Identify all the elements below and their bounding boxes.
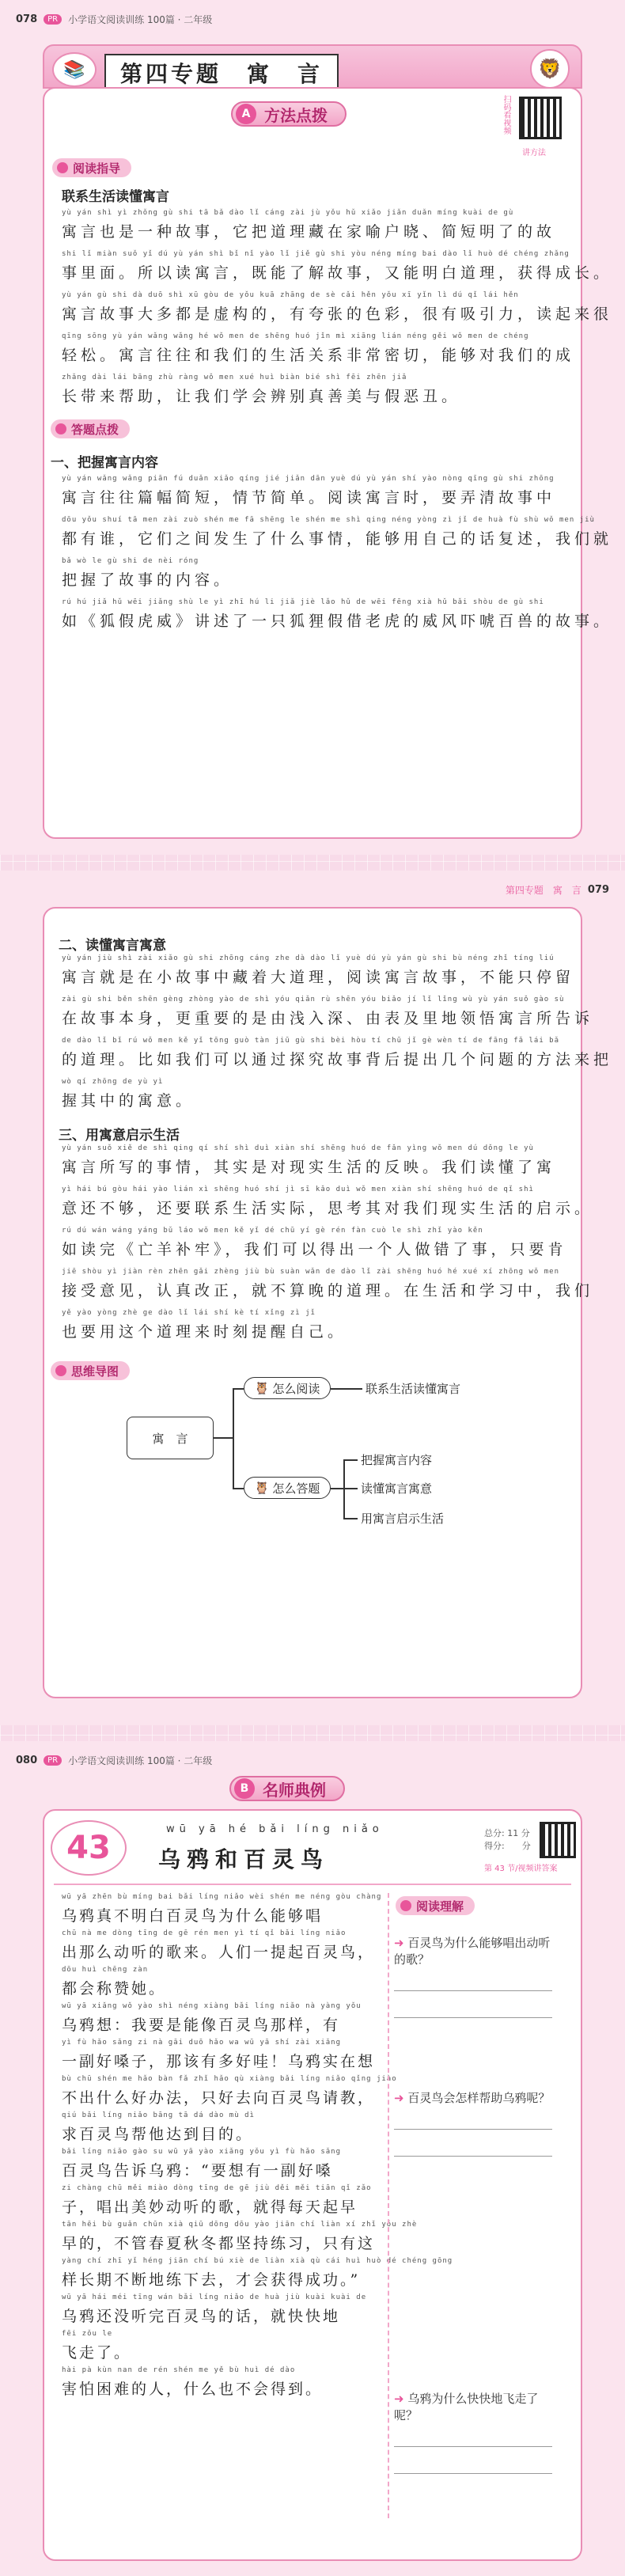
mindmap-leaf: 读懂寓言寓意 [361,1481,433,1496]
pinyin-line: yù yán suǒ xiě de shì qing qí shí shì duì xiàn shí shēng huó de fǎn yìng wǒ men dú dǒng le yù [62,1144,534,1152]
text-line [62,2257,453,2293]
hanzi-line: 飞走了。 [62,2344,132,2362]
hanzi-line: 如读完《亡羊补牢》，我们可以得出一个人做错了事，只要肯 [62,1241,567,1258]
hanzi-line: 意还不够，还要联系生活实际，思考其对我们现实生活的启示。 [62,1200,594,1217]
pinyin-line: yù yán shì yì zhǒng gù shi tā bǎ dào lǐ cáng zài jù yǒu hǔ xiǎo jiǎn duǎn míng kuài de gù [62,209,514,217]
hanzi-line: 在故事本身，更重要的是由浅入深、由表及里地领悟寓言所告诉 [62,1010,594,1027]
lion-illustration-icon: 🦁 [530,49,570,89]
hanzi-line: 也要用这个道理来时刻提醒自己。 [62,1323,347,1341]
qr-code-icon[interactable] [540,1822,576,1858]
tag-dot-icon [55,423,66,434]
hanzi-line: 求百灵鸟帮他达到目的。 [62,2126,254,2143]
section-letter: B [234,1778,255,1799]
pinyin-line: rú hú jiǎ hǔ wēi jiǎng shù le yì zhī hú li jiǎ jiè lǎo hǔ de wēi fēng xià hǔ bǎi shòu de gù shi [62,598,544,606]
page-078 [0,0,625,855]
pinyin-line: yàng chí zhī yǐ héng jiān chí bú xiè de liàn xià qù cái huì huò dé chéng gōng [62,2257,453,2265]
tag-reading-comprehension [396,1896,475,1915]
tag-label: 阅读理解 [416,1899,464,1914]
text-line [62,1303,574,1344]
branch-label: 怎么阅读 [272,1381,320,1396]
page-number: 079 [587,884,609,896]
hanzi-line: 把握了故事的内容。 [62,571,233,589]
text-line [62,1893,386,1929]
heading-1: 联系生活读懂寓言 [62,189,169,205]
text-line [62,1072,574,1113]
pinyin-line: bǎ wò le gù shi de nèi róng [62,557,199,565]
tag-dot-icon [400,1900,411,1911]
hanzi-line: 乌鸦还没听完百灵鸟的话，就快快地 [62,2308,341,2325]
heading-4: 三、用寓意启示生活 [59,1128,180,1144]
section-letter: A [236,104,256,124]
question-1 [394,1934,552,2021]
section-header-a [231,101,347,127]
pinyin-line: bù chū shén me hǎo bàn fǎ zhǐ hǎo qù xiàng bǎi líng niǎo qǐng jiào [62,2075,397,2083]
paragraph-1 [62,203,613,408]
pinyin-line: yù yán wǎng wǎng piān fú duǎn xiǎo qíng jié jiǎn dān yuè dú yù yán shí yào nòng qīng gù shi zhōng [62,475,555,483]
qr-sublabel: 讲方法 [522,149,546,157]
text-line [62,1179,594,1220]
mindmap-connector [233,1388,234,1488]
section-title: 方法点拨 [264,105,328,125]
text-line [62,1138,574,1179]
pinyin-line: shi lǐ miàn suǒ yǐ dú yù yán shì bǐ nǐ yào lǐ jiě gù shi yòu néng míng bai dào lǐ huò dé chéng zhǎng [62,250,570,258]
total-score: 总分: 11 分 [484,1828,530,1838]
pinyin-line: jiē shòu yì jiàn rèn zhēn gǎi zhèng jiù bù suàn wǎn de dào lǐ zài shēng huó hé xué xí zhōng wǒ men [62,1268,560,1276]
hanzi-line: 子，唱出美妙动听的歌，就得每天起早 [62,2199,358,2216]
text-line [62,2221,418,2257]
text-line [62,510,613,551]
mindmap-connector [343,1459,358,1461]
hanzi-line: 乌鸦真不明白百灵鸟为什么能够唱 [62,1907,324,1925]
hanzi-line: 害怕困难的人，什么也不会得到。 [62,2381,324,2398]
mindmap-connector [343,1459,345,1519]
hanzi-line: 寓言所写的事情，其实是对现实生活的反映。我们读懂了寓 [62,1159,556,1176]
text-line [62,1966,386,2002]
pinyin-line: chū nà me dòng tīng de gē rén men yì tí qǐ bǎi líng niǎo [62,1929,347,1937]
hanzi-line: 一副好嗓子，那该有多好哇！乌鸦实在想 [62,2053,376,2070]
hanzi-line: 长带来帮助，让我们学会辨别真善美与假恶丑。 [62,388,461,405]
question-text: 百灵鸟会怎样帮助乌鸦呢？ [407,2091,551,2105]
question-3-text [394,2390,552,2423]
text-line [62,326,574,367]
pinyin-line: zi chàng chū měi miào dòng tīng de gē jiù děi měi tiān qǐ zǎo [62,2184,372,2192]
answer-line[interactable] [394,1967,552,1991]
answer-line[interactable] [394,2423,552,2447]
pinyin-line: hài pà kùn nan de rén shén me yě bù huì dé dào [62,2366,296,2374]
hanzi-line: 如《狐假虎威》讲述了一只狐狸假借老虎的威风吓唬百兽的故事。 [62,613,613,630]
hanzi-line: 寓言就是在小故事中藏着大道理，阅读寓言故事，不能只停留 [62,969,575,986]
hanzi-line: 寓言也是一种故事，它把道理藏在家喻户晓、简短明了的故 [62,223,556,241]
pinyin-line: wò qí zhōng de yù yì [62,1078,164,1086]
text-line [62,367,574,408]
mindmap-connector [331,1388,362,1390]
text-line [62,2184,386,2221]
pinyin-line: yì hái bú gòu hái yào lián xì shēng huó shí jì sī kǎo duì wǒ men xiàn shí shēng huó de qǐ shì [62,1186,534,1193]
hanzi-line: 都有谁，它们之间发生了什么事情，能够用自己的话复述，我们就 [62,530,613,548]
qr-code-icon[interactable] [519,97,562,139]
divider [54,1884,571,1885]
text-line [62,203,574,244]
mindmap-leaf: 用寓言启示生活 [361,1512,445,1526]
paragraph-3 [62,948,613,1113]
text-line [62,2293,386,2330]
hanzi-line: 寓言故事大多都是虚构的，有夸张的色彩，很有吸引力，读起来很 [62,305,613,323]
lesson-title-pinyin: wū yā hé bǎi líng niǎo [166,1823,384,1835]
text-line [62,592,613,633]
pinyin-line: dōu huì chēng zàn [62,1966,149,1974]
hanzi-line: 乌鸦想：我要是能像百灵鸟那样，有 [62,2016,341,2034]
pinyin-line: de dào lǐ bǐ rú wǒ men kě yǐ tōng guò tàn jiū gù shi bèi hòu tí chū jǐ gè wèn tí de fāng fǎ lái bǎ [62,1037,560,1045]
question-1-text [394,1934,552,1967]
section-header-b [229,1776,345,1801]
lesson-title: 乌鸦和百灵鸟 [158,1846,330,1872]
mindmap-leaf: 把握寓言内容 [361,1453,433,1467]
answer-line[interactable] [394,2106,552,2130]
pinyin-line: yì fù hǎo sǎng zi nà gāi duō hǎo wa wū yā shí zài xiǎng [62,2039,342,2047]
arrow-icon: ➜ [394,2392,408,2406]
text-line [62,1261,594,1303]
question-2 [394,2089,552,2160]
tag-reading-guide [52,158,131,177]
arrow-icon: ➜ [394,2091,408,2105]
hanzi-line: 的道理。比如我们可以通过探究故事背后提出几个问题的方法来把 [62,1051,613,1068]
page-number: 078 [16,13,38,25]
pinyin-line: qīng sōng yù yán wǎng wǎng hé wǒ men de shēng huó jǐn mì xiāng lián néng gěi wǒ men de chéng [62,332,529,340]
pinyin-line: wū yā zhēn bù míng bai bǎi líng niǎo wèi shén me néng gòu chàng [62,1893,382,1901]
text-line [62,2111,386,2148]
text-line [62,948,574,989]
tag-mindmap [51,1361,130,1380]
tag-answer-tips [51,419,130,438]
pinyin-line: zài gù shi běn shēn gèng zhòng yào de shì yóu qiǎn rù shēn yóu biǎo jí lǐ lǐng wù yù yán suǒ gào sù [62,996,565,1003]
mindmap-leaf: 联系生活读懂寓言 [366,1382,461,1396]
text-line [62,2148,386,2184]
section-title: 名师典例 [263,1780,326,1800]
mindmap-connector [233,1388,244,1390]
tag-dot-icon [55,1365,66,1376]
heading-3: 二、读懂寓言寓意 [59,938,166,954]
answer-line[interactable] [394,2133,552,2157]
pinyin-line: yù yán jiù shì zài xiǎo gù shi zhōng cáng zhe dà dào lǐ yuè dú yù yán gù shi bù néng zhǐ tíng liú [62,954,555,962]
answer-line[interactable] [394,2450,552,2474]
lesson-number: 43 [51,1820,127,1876]
text-line [62,2075,397,2111]
topic-banner [43,44,582,89]
paragraph-2 [62,469,613,633]
page-079 [0,871,625,1725]
question-text: 百灵鸟为什么能够唱出动听的歌？ [394,1936,551,1967]
text-line [62,1220,574,1261]
text-line [62,2366,386,2403]
hanzi-line: 样长期不断地练下去，才会获得成功。” [62,2271,361,2289]
mindmap-connector [214,1437,233,1439]
pinyin-line: qiú bǎi líng niǎo bāng tā dá dào mù dì [62,2111,255,2119]
text-line [62,244,613,285]
pinyin-line: dōu yǒu shuí tā men zài zuò shén me fā shēng le shén me shì qing néng yòng zì jǐ de huà fù shù wǒ men jiù [62,516,595,524]
page-number: 080 [16,1755,38,1766]
page-header [506,883,609,897]
hanzi-line: 握其中的寓意。 [62,1092,195,1110]
tag-dot-icon [57,162,68,173]
text-line [62,2039,386,2075]
hanzi-line: 不出什么好办法，只好去向百灵鸟请教， [62,2089,376,2107]
owl-icon: 🦉 [254,1381,270,1395]
mindmap-connector [233,1488,244,1489]
mindmap-root: 寓 言 [127,1417,214,1459]
paragraph-4 [62,1138,594,1344]
series-badge: PR [44,14,62,25]
running-head: 第四专题 寓 言 [505,885,581,896]
topic-title: 第四专题 寓 言 [104,54,339,92]
page-080 [0,1741,625,2576]
hanzi-line: 都会称赞她。 [62,1980,167,1997]
page-header [16,1754,212,1767]
text-line [62,2330,386,2366]
pinyin-line: yě yào yòng zhè ge dào lǐ lái shí kè tí xǐng zì jǐ [62,1309,316,1317]
hanzi-line: 出那么动听的歌来。人们一提起百灵鸟， [62,1944,376,1961]
series-title: 小学语文阅读训练 100篇 · 二年级 [68,1755,213,1766]
score-field[interactable]: 得分: 分 [484,1841,531,1851]
video-label: 第 43 节/视频讲答案 [484,1865,558,1873]
heading-2: 一、把握寓言内容 [51,455,158,471]
hanzi-line: 接受意见，认真改正，就不算晚的道理。在生活和学习中，我们 [62,1282,594,1299]
series-badge: PR [44,1755,62,1766]
text-line [62,551,574,592]
answer-line[interactable] [394,1994,552,2018]
owl-icon: 🦉 [254,1481,270,1495]
mindmap-connector [331,1488,343,1489]
tag-label: 答题点拨 [71,422,119,437]
tag-label: 思维导图 [71,1364,119,1379]
pinyin-line: tān hēi bù guǎn chūn xià qiū dōng dōu yào jiān chí liàn xí zhǐ yǒu zhè [62,2221,418,2229]
hanzi-line: 轻松。寓言往往和我们的生活关系非常密切，能够对我们的成 [62,347,575,364]
hanzi-line: 事里面。所以读寓言，既能了解故事，又能明白道理，获得成长。 [62,264,613,282]
tag-label: 阅读指导 [73,161,121,176]
text-line [62,1929,386,1966]
pinyin-line: yù yán gù shi dà duō shì xū gòu de yǒu kuā zhāng de sè cǎi hěn yǒu xī yǐn lì dú qǐ lái hěn [62,291,519,299]
text-line [62,1030,613,1072]
page-header [16,13,212,26]
series-title: 小学语文阅读训练 100篇 · 二年级 [68,14,213,25]
mindmap-connector [343,1488,358,1489]
text-line [62,989,594,1030]
pinyin-line: rú dú wán wáng yáng bǔ láo wǒ men kě yǐ dé chū yí gè rén fàn cuò le shì zhǐ yào kěn [62,1227,483,1235]
question-3 [394,2390,552,2477]
qr-label: 扫码看视频 [502,95,510,135]
pinyin-line: fēi zǒu le [62,2330,113,2338]
text-line [62,285,613,326]
arrow-icon: ➜ [394,1936,408,1950]
mindmap-branch-1 [244,1377,331,1399]
pinyin-line: bǎi líng niǎo gào su wū yā yào xiǎng yǒu yì fù hǎo sǎng [62,2148,342,2156]
text-line [62,2002,386,2039]
hanzi-line: 早的，不管春夏秋冬都坚持练习，只有这 [62,2235,376,2252]
question-2-text [394,2089,552,2106]
branch-label: 怎么答题 [272,1481,320,1496]
question-text: 乌鸦为什么快快地飞走了呢？ [394,2392,539,2422]
mindmap-branch-2 [244,1477,331,1499]
hanzi-line: 寓言往往篇幅简短，情节简单。阅读寓言时，要弄清故事中 [62,489,556,506]
books-illustration-icon: 📚 [52,52,97,87]
pinyin-line: wū yā xiǎng wǒ yào shì néng xiàng bǎi líng niǎo nà yàng yǒu [62,2002,362,2010]
pinyin-line: zhǎng dài lái bāng zhù ràng wǒ men xué huì biàn bié shì fēi zhēn jiǎ [62,374,407,381]
mindmap-connector [343,1518,358,1519]
text-line [62,469,574,510]
hanzi-line: 百灵鸟告诉乌鸦：“要想有一副好嗓 [62,2162,333,2180]
column-divider [388,1893,389,2518]
pinyin-line: wū yā hái méi tīng wán bǎi líng niǎo de huà jiù kuài kuài de [62,2293,367,2301]
